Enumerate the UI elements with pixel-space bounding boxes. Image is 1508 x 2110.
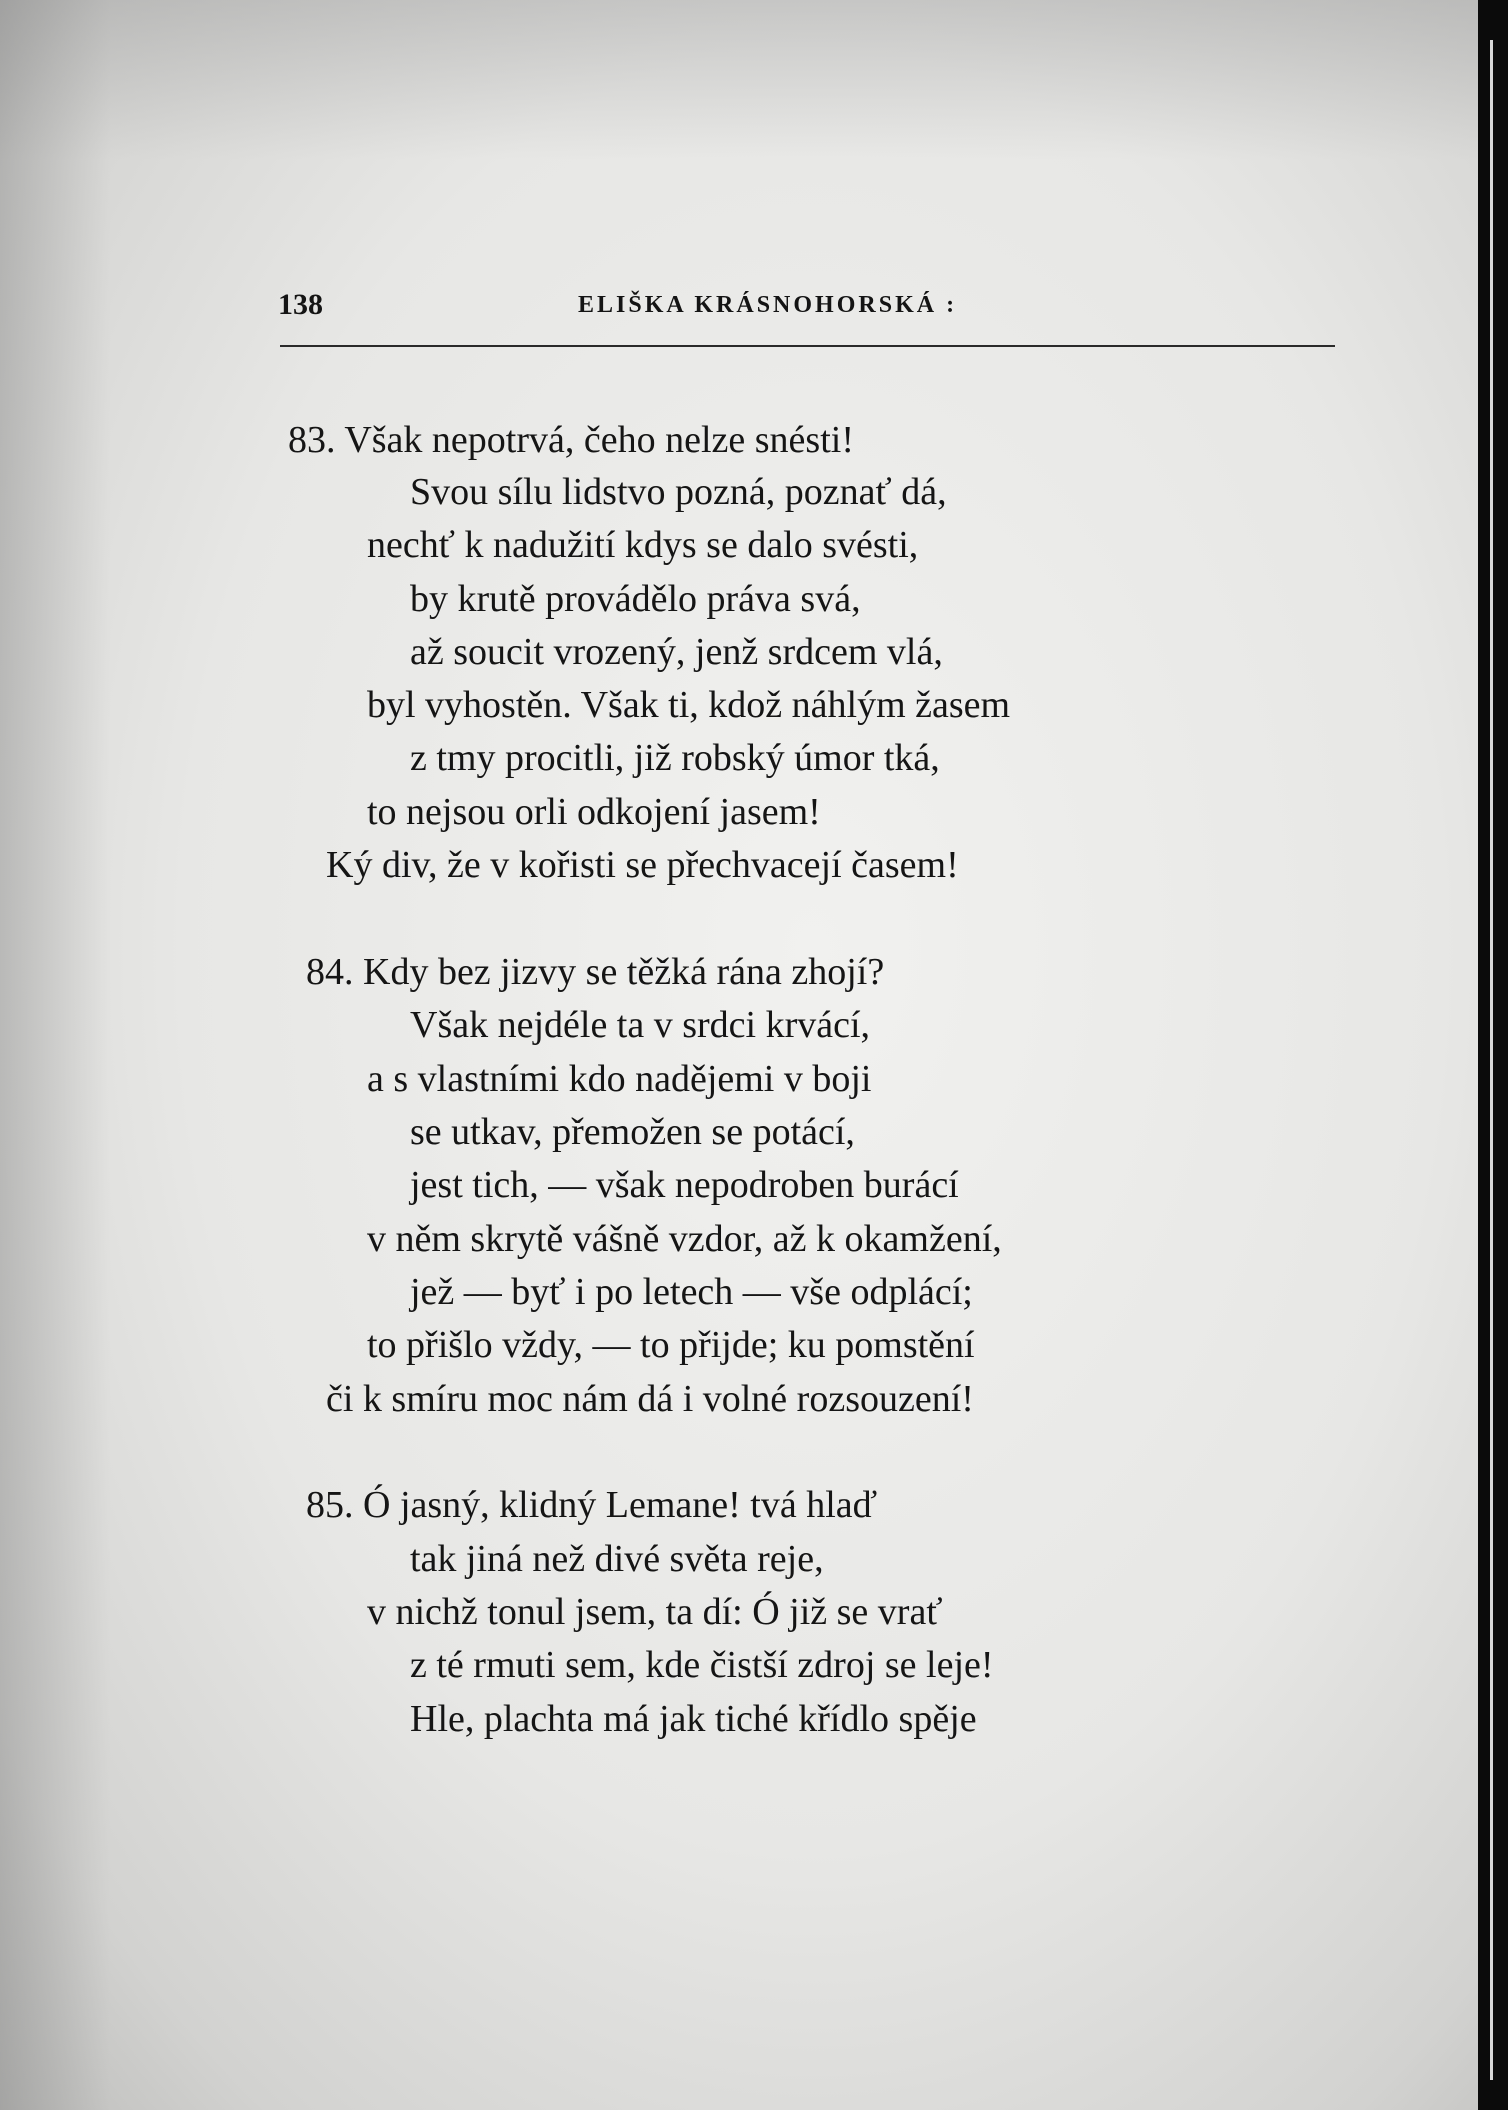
scan-border [1478, 0, 1508, 2110]
stanza-83-line-9: Ký div, že v kořisti se přechvacejí časem! [326, 844, 959, 886]
stanza-number: 84. [306, 951, 354, 993]
stanza-84-line-1 [306, 950, 884, 994]
page-number: 138 [278, 288, 323, 321]
stanza-number: 83. [288, 419, 336, 461]
stanza-85-line-1 [306, 1483, 877, 1527]
stanza-83-line-5: až soucit vrozený, jenž srdcem vlá, [410, 631, 943, 673]
stanza-84-line-2: Však nejdéle ta v srdci krvácí, [410, 1004, 871, 1046]
stanza-83-line-4: by krutě provádělo práva svá, [410, 578, 861, 620]
stanza-83-line-2: Svou sílu lidstvo pozná, poznať dá, [410, 471, 947, 513]
stanza-83-line-6: byl vyhostěn. Však ti, kdož náhlým žasem [367, 684, 1011, 726]
stanza-84-line-5: jest tich, — však nepodroben burácí [410, 1164, 959, 1206]
stanza-84-line-6: v něm skrytě vášně vzdor, až k okamžení, [367, 1218, 1002, 1260]
running-head: ELIŠKA KRÁSNOHORSKÁ : [578, 292, 958, 318]
stanza-83-line-1 [288, 418, 854, 462]
stanza-84-line-7: jež — byť i po letech — vše odplácí; [410, 1271, 973, 1313]
stanza-83-line-3: nechť k nadužití kdys se dalo svésti, [367, 524, 919, 566]
stanza-number: 85. [306, 1484, 354, 1526]
verse-line: Ó jasný, klidný Lemane! tvá hlaď [363, 1484, 878, 1526]
stanza-84-line-3: a s vlastními kdo nadějemi v boji [367, 1058, 872, 1100]
stanza-84-line-8: to přišlo vždy, — to přijde; ku pomstění [367, 1324, 975, 1366]
verse-line: Však nepotrvá, čeho nelze snésti! [344, 419, 854, 461]
stanza-85-line-3: v nichž tonul jsem, ta dí: Ó již se vrať [367, 1591, 943, 1633]
stanza-84-line-9: či k smíru moc nám dá i volné rozsouzení! [326, 1378, 974, 1420]
verse-line: Kdy bez jizvy se těžká rána zhojí? [363, 951, 885, 993]
stanza-85-line-4: z té rmuti sem, kde čistší zdroj se leje! [410, 1644, 994, 1686]
stanza-85-line-2: tak jiná než divé světa reje, [410, 1538, 824, 1580]
scan-edge-line [1490, 40, 1493, 2080]
stanza-83-line-7: z tmy procitli, již robský úmor tká, [410, 737, 940, 779]
stanza-83-line-8: to nejsou orli odkojení jasem! [367, 791, 821, 833]
stanza-84-line-4: se utkav, přemožen se potácí, [410, 1111, 855, 1153]
stanza-85-line-5: Hle, plachta má jak tiché křídlo spěje [410, 1698, 977, 1740]
